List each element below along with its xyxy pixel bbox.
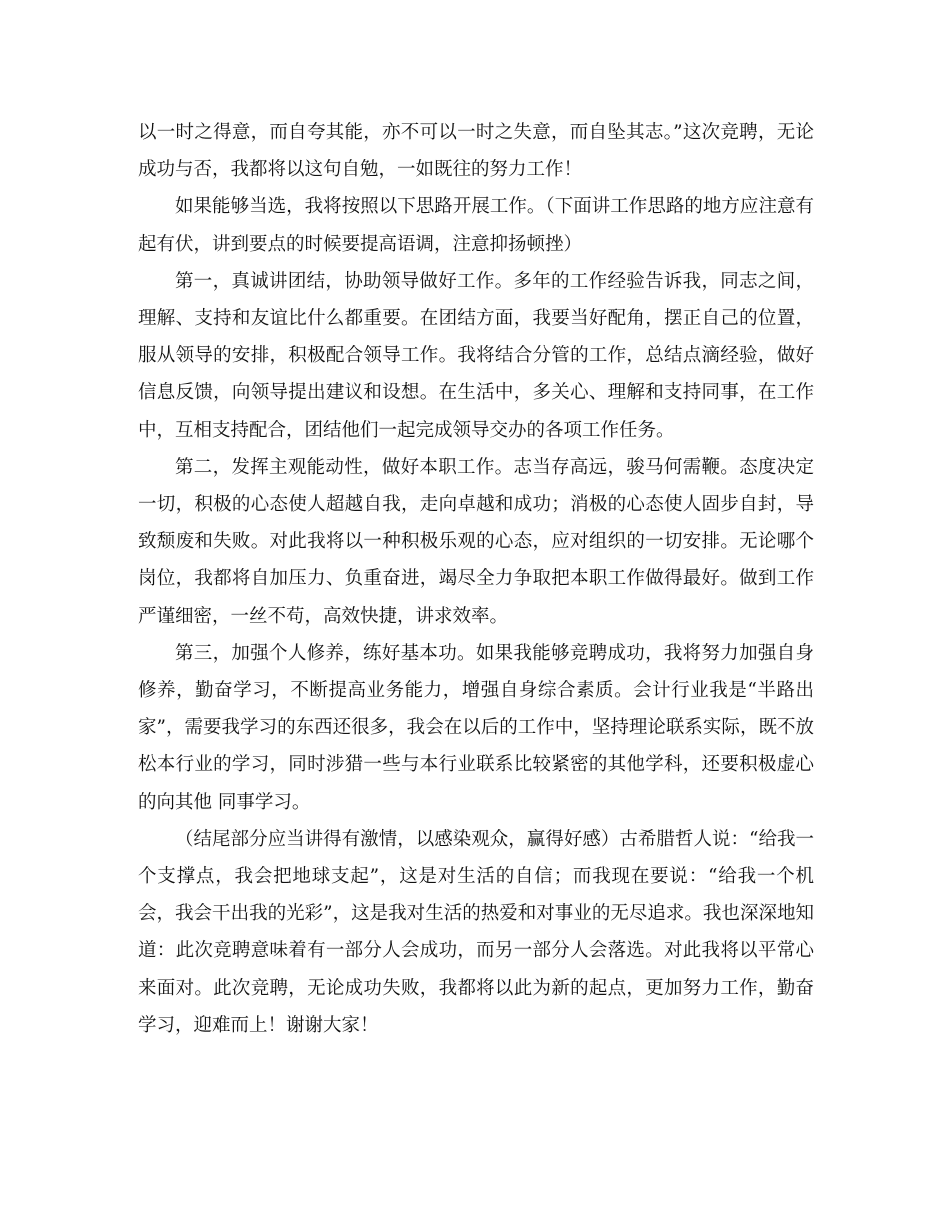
paragraph-point-two: 第二，发挥主观能动性，做好本职工作。志当存高远，骏马何需鞭。态度决定一切，积极的心态使人超越自我，走向卓越和成功；消极的心态使人固步自封，导致颓废和失败。对此我将以一种积极乐观的心态，应对组织的一切安排。无论哪个岗位，我都将自加压力、负重奋进，竭尽全力争取把本职工作做得最好。做到工作严谨细密，一丝不苟，高效快捷，讲求效率。 bbox=[138, 456, 814, 627]
paragraph-conclusion: （结尾部分应当讲得有激情，以感染观众，赢得好感）古希腊哲人说：“给我一个支撑点，我会把地球支起”，这是对生活的自信；而我现在要说：“给我一个机会，我会干出我的光彩”，这是我对生活的热爱和对事业的无尽追求。我也深深地知道：此次竞聘意味着有一部分人会成功，而另一部分人会落选。对此我将以平常心来面对。此次竞聘，无论成功失败，我都将以此为新的起点，更加努力工作，勤奋学习，迎难而上！谢谢大家！ bbox=[138, 828, 814, 1036]
paragraph-point-three: 第三，加强个人修养，练好基本功。如果我能够竞聘成功，我将努力加强自身修养，勤奋学习，不断提高业务能力，增强自身综合素质。会计行业我是“半路出家”，需要我学习的东西还很多，我会在以后的工作中，坚持理论联系实际，既不放松本行业的学习，同时涉猎一些与本行业联系比较紧密的其他学科，还要积极虚心的向其他 同事学习。 bbox=[138, 642, 814, 813]
paragraph-continuation: 以一时之得意，而自夸其能，亦不可以一时之失意，而自坠其志。”这次竞聘，无论成功与否，我都将以这句自勉，一如既往的努力工作！ bbox=[138, 122, 814, 181]
paragraph-work-plan-intro: 如果能够当选，我将按照以下思路开展工作。（下面讲工作思路的地方应注意有起有伏，讲到要点的时候要提高语调，注意抑扬顿挫） bbox=[138, 196, 814, 255]
document-body bbox=[138, 114, 814, 1044]
paragraph-point-one: 第一，真诚讲团结，协助领导做好工作。多年的工作经验告诉我，同志之间，理解、支持和友谊比什么都重要。在团结方面，我要当好配角，摆正自己的位置，服从领导的安排，积极配合领导工作。我将结合分管的工作，总结点滴经验，做好信息反馈，向领导提出建议和设想。在生活中，多关心、理解和支持同事，在工作中，互相支持配合，团结他们一起完成领导交办的各项工作任务。 bbox=[138, 270, 814, 441]
